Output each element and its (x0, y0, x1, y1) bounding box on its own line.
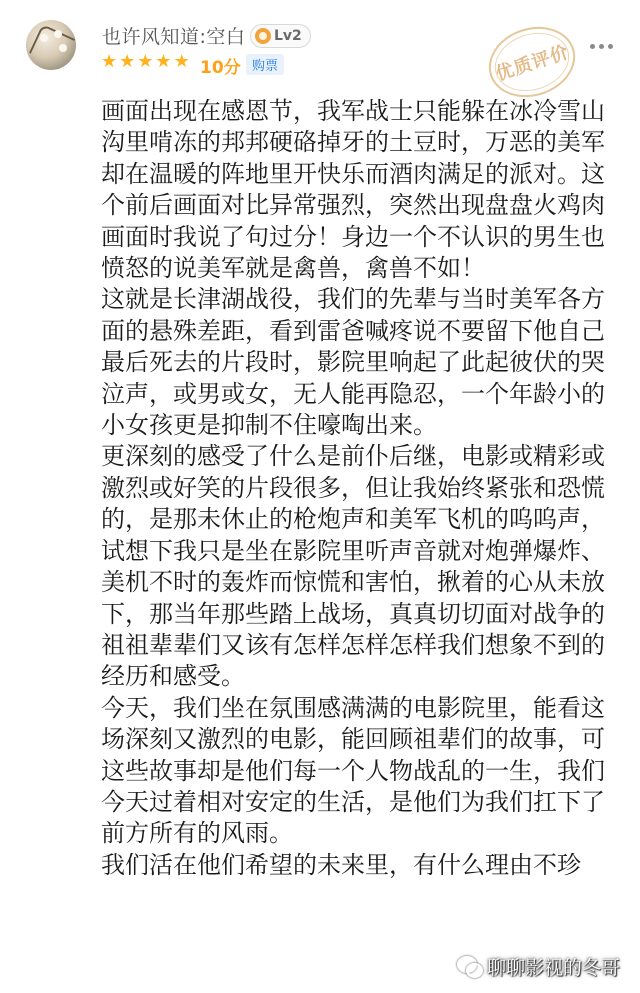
star-icon: ★ (137, 51, 154, 72)
ticket-tag: 购票 (246, 54, 284, 75)
rating-score: 10分 (200, 58, 241, 78)
avatar-flower-decoration (59, 44, 67, 52)
level-badge (250, 24, 311, 48)
star-rating (101, 52, 190, 72)
wechat-icon (457, 956, 481, 976)
review-paragraph: 画面出现在感恩节，我军战士只能躲在冰冷雪山沟里啃冻的邦邦硬硌掉牙的土豆时，万恶的美军却在温暖的阵地里开快乐而酒肉满足的派对。这个前后画面对比异常强烈，突然出现盘盘火鸡肉画面时我说了句过分！身边一个不认识的男生也愤怒的说美军就是禽兽，禽兽不如！ (101, 97, 605, 283)
level-text: Lv2 (274, 28, 302, 44)
avatar-flower-decoration (54, 30, 62, 38)
avatar-branch-decoration (29, 24, 75, 68)
star-icon: ★ (119, 51, 136, 72)
star-icon: ★ (101, 51, 118, 72)
review-paragraph: 这就是长津湖战役，我们的先辈与当时美军各方面的悬殊差距，看到雷爸喊疼说不要留下他自己最后死去的片段时，影院里响起了此起彼伏的哭泣声，或男或女，无人能再隐忍，一个年龄小的小女孩更是抑制不住嚎啕出来。 (101, 285, 605, 440)
review-text (101, 96, 611, 881)
more-dots-icon[interactable] (590, 44, 613, 49)
review-paragraph: 更深刻的感受了什么是前仆后继，电影或精彩或激烈或好笑的片段很多，但让我始终紧张和恐慌的，是那未休止的枪炮声和美军飞机的呜呜声，试想下我只是坐在影院里听声音就对炮弹爆炸、美机不时的轰炸而惊慌和害怕，揪着的心从未放下，那当年那些踏上战场，真真切切面对战争的祖祖辈辈们又该有怎样怎样怎样我们想象不到的经历和感受。 (101, 442, 605, 691)
star-icon: ★ (173, 51, 190, 72)
avatar-flower-decoration (40, 34, 48, 42)
star-icon: ★ (155, 51, 172, 72)
watermark-text: 聊聊影视的冬哥 (487, 956, 621, 979)
review-paragraph: 今天，我们坐在氛围感满满的电影院里，能看这场深刻又激烈的电影，能回顾祖辈们的故事，可这些故事却是他们每一个人物战乱的一生，我们今天过着相对安定的生活，是他们为我们扛下了前方所有的风雨。 (101, 693, 605, 848)
level-badge-icon (255, 28, 271, 44)
watermark (457, 951, 620, 981)
username[interactable]: 也许风知道:空白 (102, 26, 246, 48)
review-paragraph: 我们活在他们希望的未来里，有什么理由不珍 (101, 850, 581, 879)
avatar[interactable] (26, 20, 76, 70)
quality-review-stamp (480, 16, 585, 108)
quality-review-stamp-text: 优质评价 (493, 41, 572, 86)
